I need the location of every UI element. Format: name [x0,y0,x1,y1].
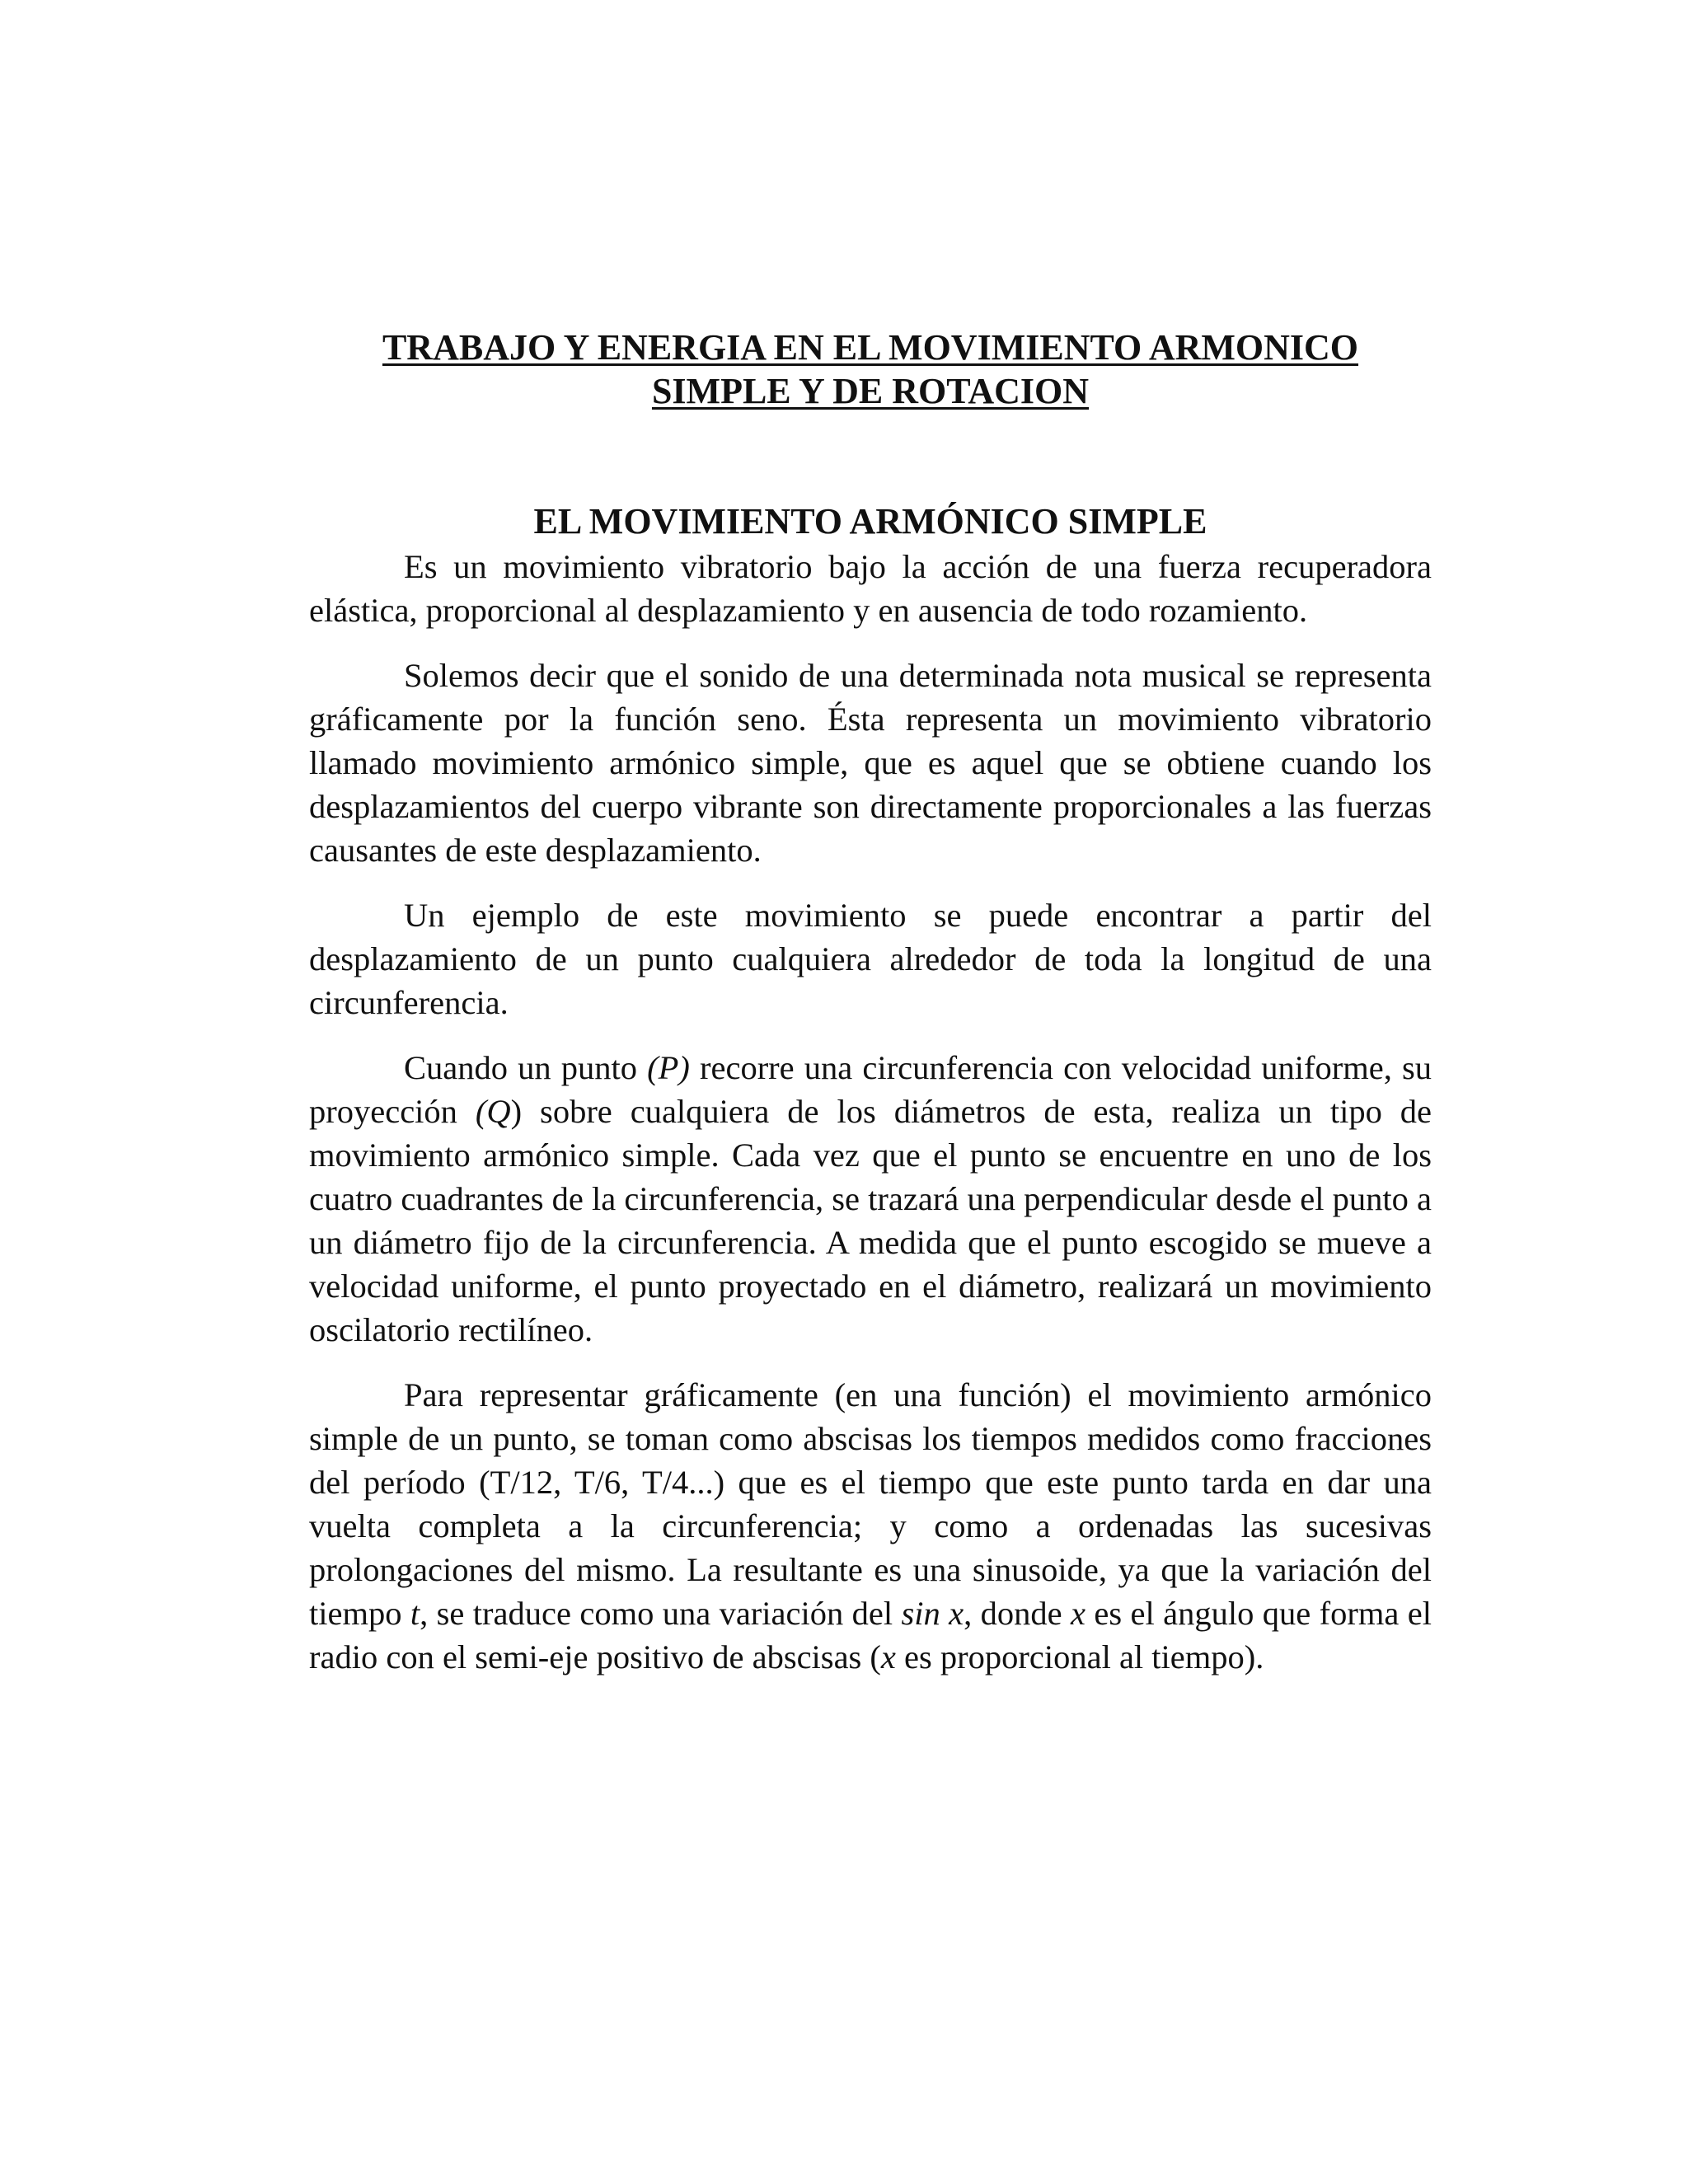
paragraph-graph [309,1373,1432,1679]
paragraph-circle-projection [309,1046,1432,1352]
text-run: ) sobre cualquiera de los diámetros de esta, realiza un tipo de movimiento armónico simple. Cada vez que el punto se encuentre en uno de los cuatro cuadrantes de la circunferencia, se trazará una perpendicular desde el punto a un diámetro fijo de la circunferencia. A medida que el punto escogido se mueve a velocidad uniforme, el punto proyectado en el diámetro, realizará un movimiento oscilatorio rectilíneo. [309,1093,1432,1348]
document-title [309,326,1432,413]
text-run: recorre una circunferencia con velocidad uniforme, su proyección [309,1049,1432,1130]
paragraph-example: Un ejemplo de este movimiento se puede encontrar a partir del desplazamiento de un punto cualquiera alrededor de toda la longitud de una circunferencia. [309,897,1432,1021]
italic-run: sin x [901,1595,964,1632]
document-page [309,326,1432,1700]
italic-run: (Q [475,1093,511,1130]
text-run: es proporcional al tiempo). [895,1638,1264,1675]
title-line-1: TRABAJO Y ENERGIA EN EL MOVIMIENTO ARMONICO [382,327,1359,368]
paragraph-definition: Es un movimiento vibratorio bajo la acción de una fuerza recuperadora elástica, proporcional al desplazamiento y en ausencia de todo rozamiento. [309,548,1432,629]
italic-run: (P) [647,1049,690,1086]
title-line-2: SIMPLE Y DE ROTACION [651,371,1090,411]
text-run: Cuando un punto [404,1049,648,1086]
text-run: , se traduce como una variación del [420,1595,902,1632]
italic-run: t [410,1595,420,1632]
italic-run: x [880,1638,896,1675]
text-run: Para representar gráficamente (en una función) el movimiento armónico simple de un punto, se toman como abscisas los tiempos medidos como fracciones del período (T/12, T/6, T/4...) que es el tiempo que este punto tarda en dar una vuelta completa a la circunferencia; y como a ordenadas las sucesivas prolongaciones del mismo. La resultante es una sinusoide, ya que la variación del tiempo [309,1376,1432,1632]
text-run: , donde [964,1595,1071,1632]
text-run: es el ángulo que forma el radio con el semi-eje positivo de abscisas ( [309,1595,1432,1675]
paragraph-sound: Solemos decir que el sonido de una determinada nota musical se representa gráficamente por la función seno. Ésta representa un movimiento vibratorio llamado movimiento armónico simple, que es aquel que se obtiene cuando los desplazamientos del cuerpo vibrante son directamente proporcionales a las fuerzas causantes de este desplazamiento. [309,657,1432,869]
italic-run: x [1071,1595,1086,1632]
section-heading: EL MOVIMIENTO ARMÓNICO SIMPLE [533,501,1207,541]
